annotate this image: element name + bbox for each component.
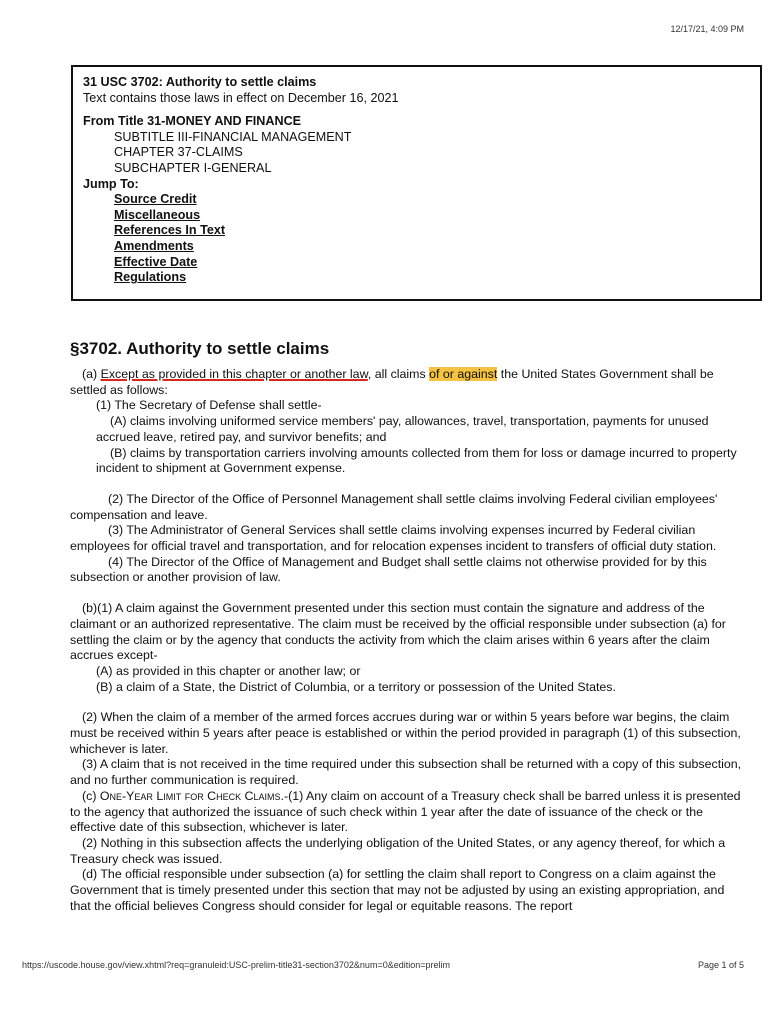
doc-title: 31 USC 3702: Authority to settle claims	[83, 75, 317, 89]
subsection-a-rest: the United States Government shall be settled as follows:	[70, 367, 714, 397]
from-title: From Title 31-MONEY AND FINANCE	[83, 114, 302, 129]
subsection-a	[70, 367, 742, 398]
source-url: https://uscode.house.gov/view.xhtml?req=granuleid:USC-prelim-title31-section3702&num=0&edition=prelim	[22, 960, 450, 970]
spacer	[70, 586, 742, 601]
subsection-c-prefix: (c)	[82, 788, 100, 803]
subsection-a-prefix: (a)	[82, 367, 101, 381]
subsection-c-rest: .-(1) Any claim on account of a Treasury check shall be barred unless it is presented to the agency that authorized the issuance of such check within 1 year after the date of issuance of the check or the effective date of this subsection, whichever is later.	[70, 788, 741, 835]
subchapter-line: SUBCHAPTER I-GENERAL	[114, 160, 272, 175]
chapter-line: CHAPTER 37-CLAIMS	[114, 145, 243, 160]
effective-date-note: Text contains those laws in effect on December 16, 2021	[83, 90, 399, 105]
jump-link-references-in-text[interactable]: References In Text	[114, 223, 226, 238]
print-timestamp: 12/17/21, 4:09 PM	[670, 24, 744, 34]
annotation-underline: Except as provided in this chapter or another law	[100, 367, 368, 381]
paragraph-a2: (2) The Director of the Office of Personnel Management shall settle claims involving Federal civilian employees' compensation and leave.	[70, 491, 718, 522]
paragraph-a1A: (A) claims involving uniformed service members' pay, allowances, travel, transportation, payments for unused accrued leave, retired pay, and survivor benefits; and	[96, 414, 709, 444]
section-content	[70, 338, 742, 915]
paragraph-b2: (2) When the claim of a member of the armed forces accrues during war or within 5 years before war begins, the claim must be received within 5 years after peace is established or within the period provided in paragraph (1) of this subsection, whichever is later.	[70, 710, 741, 756]
jump-to-label: Jump To:	[83, 176, 139, 191]
spacer	[83, 106, 750, 114]
jump-link-miscellaneous[interactable]: Miscellaneous	[114, 207, 201, 222]
jump-link-regulations[interactable]: Regulations	[114, 270, 187, 285]
subtitle-line: SUBTITLE III-FINANCIAL MANAGEMENT	[114, 129, 352, 144]
subsection-d: (d) The official responsible under subsection (a) for settling the claim shall report to Congress on a claim against the Government that is timely presented under this section that may not be adjusted by using an existing appropriation, and that the official believes Congress should consider for legal or equitable reasons. The report	[70, 867, 725, 913]
subsection-b1: (b)(1) A claim against the Government presented under this section must contain the signature and address of the claimant or an authorized representative. The claim must be received by the official responsible under subsection (a) for settling the claim or by the agency that conducts the activity from which the claim arises within 6 years after the claim accrues except-	[70, 601, 726, 663]
paragraph-b3: (3) A claim that is not received in the time required under this subsection shall be returned with a copy of this subsection, and no further communication is required.	[70, 757, 742, 788]
section-heading: §3702. Authority to settle claims	[70, 339, 330, 358]
paragraph-a1B: (B) claims by transportation carriers involving amounts collected from them for loss or damage incurred to property incident to shipment at Government expense.	[96, 445, 737, 476]
subsection-a-mid: , all claims	[367, 367, 430, 381]
jump-link-amendments[interactable]: Amendments	[114, 238, 194, 253]
paragraph-a1: (1) The Secretary of Defense shall settle-	[96, 398, 322, 413]
paragraph-b1B: (B) a claim of a State, the District of Columbia, or a territory or possession of the United States.	[96, 679, 616, 694]
page-number: Page 1 of 5	[697, 960, 744, 970]
jump-link-effective-date[interactable]: Effective Date	[114, 254, 198, 269]
annotation-highlight: of or against	[429, 367, 498, 381]
subsection-c-heading: One-Year Limit for Check Claims	[99, 788, 281, 803]
spacer	[70, 477, 742, 492]
spacer	[70, 695, 742, 710]
paragraph-a4: (4) The Director of the Office of Management and Budget shall settle claims not otherwise provided for by this subsection or another provision of law.	[70, 554, 707, 585]
subsection-c	[70, 789, 742, 836]
paragraph-c2: (2) Nothing in this subsection affects the underlying obligation of the United States, or any agency thereof, for which a Treasury check was issued.	[70, 835, 726, 866]
paragraph-a3: (3) The Administrator of General Services shall settle claims involving expenses incurred by Federal civilian employees for official travel and transportation, and for relocation expenses incident to transfers of official duty station.	[70, 523, 717, 554]
law-info-box	[71, 65, 762, 301]
jump-link-source-credit[interactable]: Source Credit	[114, 192, 197, 207]
paragraph-b1A: (A) as provided in this chapter or another law; or	[96, 663, 361, 678]
